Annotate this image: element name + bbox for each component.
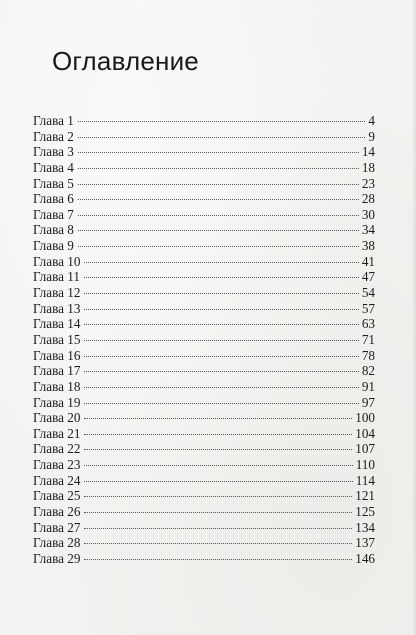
toc-entry[interactable] <box>33 269 375 285</box>
toc-entry-page: 134 <box>355 519 375 535</box>
toc-entry-page: 104 <box>355 425 375 441</box>
toc-entry[interactable] <box>33 395 375 411</box>
toc-entry-page: 57 <box>361 300 375 316</box>
dot-leader <box>78 137 366 138</box>
toc-entry-label: Глава 1 <box>33 113 74 128</box>
dot-leader <box>84 434 352 435</box>
toc-entry[interactable] <box>33 441 375 457</box>
dot-leader <box>84 371 358 372</box>
toc-entry-page: 63 <box>361 316 375 332</box>
toc-entry-page: 110 <box>355 457 375 473</box>
toc-entry-label: Глава 3 <box>33 144 74 160</box>
toc-entry[interactable] <box>33 410 375 426</box>
toc-entry-label: Глава 6 <box>33 191 74 207</box>
toc-entry[interactable] <box>33 426 375 442</box>
toc-entry-label: Глава 5 <box>33 175 74 191</box>
toc-entry-label: Глава 11 <box>33 269 80 285</box>
toc-entry-page: 34 <box>361 222 375 238</box>
toc-entry-label: Глава 18 <box>33 378 81 394</box>
toc-entry-label: Глава 7 <box>33 206 74 222</box>
toc-entry-label: Глава 21 <box>33 425 81 441</box>
toc-entry[interactable] <box>33 316 375 332</box>
toc-entry-page: 18 <box>361 159 375 175</box>
toc-entry[interactable] <box>33 301 375 317</box>
toc-entry[interactable] <box>33 535 375 551</box>
toc-entry[interactable] <box>33 551 375 567</box>
toc-entry-page: 14 <box>361 144 375 160</box>
toc-entry-label: Глава 2 <box>33 128 74 144</box>
toc-entry-label: Глава 16 <box>33 347 81 363</box>
dot-leader <box>84 340 358 341</box>
toc-entry[interactable] <box>33 285 375 301</box>
toc-heading: Оглавление <box>52 46 199 76</box>
dot-leader <box>84 277 359 278</box>
toc-entry-page: 54 <box>361 285 375 301</box>
toc-entry[interactable] <box>33 222 375 238</box>
dot-leader <box>84 481 352 482</box>
toc-entry-page: 78 <box>361 347 375 363</box>
toc-entry[interactable] <box>33 332 375 348</box>
dot-leader <box>78 184 359 185</box>
toc-entry-page: 125 <box>355 504 375 520</box>
dot-leader <box>84 543 352 544</box>
toc-entry-label: Глава 28 <box>33 535 81 551</box>
toc-entry-page: 4 <box>368 113 375 128</box>
toc-entry-label: Глава 10 <box>33 253 81 269</box>
toc-entry-label: Глава 29 <box>33 550 81 566</box>
dot-leader <box>84 262 358 263</box>
toc-entry-page: 71 <box>361 331 375 347</box>
dot-leader <box>78 215 359 216</box>
toc-entry[interactable] <box>33 348 375 364</box>
toc-entry-label: Глава 24 <box>33 472 81 488</box>
toc-entry-label: Глава 22 <box>33 441 81 457</box>
toc-entry-page: 9 <box>368 128 375 144</box>
dot-leader <box>78 246 359 247</box>
toc-entry[interactable] <box>33 254 375 270</box>
toc-entry[interactable] <box>33 113 375 129</box>
dot-leader <box>84 293 358 294</box>
toc-entry-page: 82 <box>361 363 375 379</box>
toc-entry[interactable] <box>33 176 375 192</box>
toc-entry-label: Глава 15 <box>33 331 81 347</box>
dot-leader <box>84 465 352 466</box>
toc-entry-label: Глава 14 <box>33 316 81 332</box>
dot-leader <box>84 387 358 388</box>
toc-entry[interactable] <box>33 379 375 395</box>
toc-entry-page: 91 <box>361 378 375 394</box>
toc-entry[interactable] <box>33 144 375 160</box>
toc-entry-label: Глава 27 <box>33 519 81 535</box>
toc-entry-page: 41 <box>361 253 375 269</box>
toc-entry-label: Глава 26 <box>33 504 81 520</box>
dot-leader <box>78 199 359 200</box>
toc-entry[interactable] <box>33 520 375 536</box>
toc-entry-page: 114 <box>355 472 375 488</box>
toc-entry-label: Глава 12 <box>33 285 81 301</box>
dot-leader <box>84 528 352 529</box>
toc-entry-page: 107 <box>355 441 375 457</box>
dot-leader <box>84 356 358 357</box>
toc-entry-page: 121 <box>355 488 375 504</box>
toc-entry[interactable] <box>33 488 375 504</box>
toc-entry-page: 23 <box>361 175 375 191</box>
dot-leader <box>78 152 359 153</box>
dot-leader <box>84 559 352 560</box>
toc-entry[interactable] <box>33 129 375 145</box>
dot-leader <box>78 230 359 231</box>
toc-entry-page: 97 <box>361 394 375 410</box>
toc-entry-page: 146 <box>355 550 375 566</box>
dot-leader <box>84 418 352 419</box>
dot-leader <box>84 309 358 310</box>
toc-entry[interactable] <box>33 160 375 176</box>
toc-entry-label: Глава 8 <box>33 222 74 238</box>
toc-entry[interactable] <box>33 207 375 223</box>
toc-entry-page: 137 <box>355 535 375 551</box>
dot-leader <box>78 168 359 169</box>
toc-entry-page: 38 <box>361 238 375 254</box>
toc-entry[interactable] <box>33 238 375 254</box>
dot-leader <box>84 496 352 497</box>
toc-entry-label: Глава 20 <box>33 410 81 426</box>
toc-entry-label: Глава 9 <box>33 238 74 254</box>
toc-entry-page: 100 <box>355 410 375 426</box>
toc-list <box>33 113 375 567</box>
toc-entry-page: 28 <box>361 191 375 207</box>
toc-entry-label: Глава 4 <box>33 159 74 175</box>
page-edge-shadow <box>412 0 416 635</box>
dot-leader <box>84 449 352 450</box>
toc-entry[interactable] <box>33 473 375 489</box>
toc-entry[interactable] <box>33 504 375 520</box>
toc-entry[interactable] <box>33 191 375 207</box>
toc-entry-label: Глава 23 <box>33 457 81 473</box>
toc-entry-page: 47 <box>361 269 375 285</box>
toc-entry-label: Глава 25 <box>33 488 81 504</box>
dot-leader <box>84 403 358 404</box>
toc-entry-page: 30 <box>361 206 375 222</box>
toc-entry-label: Глава 19 <box>33 394 81 410</box>
dot-leader <box>84 512 352 513</box>
toc-entry-label: Глава 13 <box>33 300 81 316</box>
dot-leader <box>84 324 358 325</box>
toc-entry-label: Глава 17 <box>33 363 81 379</box>
dot-leader <box>78 121 366 122</box>
toc-entry[interactable] <box>33 363 375 379</box>
toc-entry[interactable] <box>33 457 375 473</box>
